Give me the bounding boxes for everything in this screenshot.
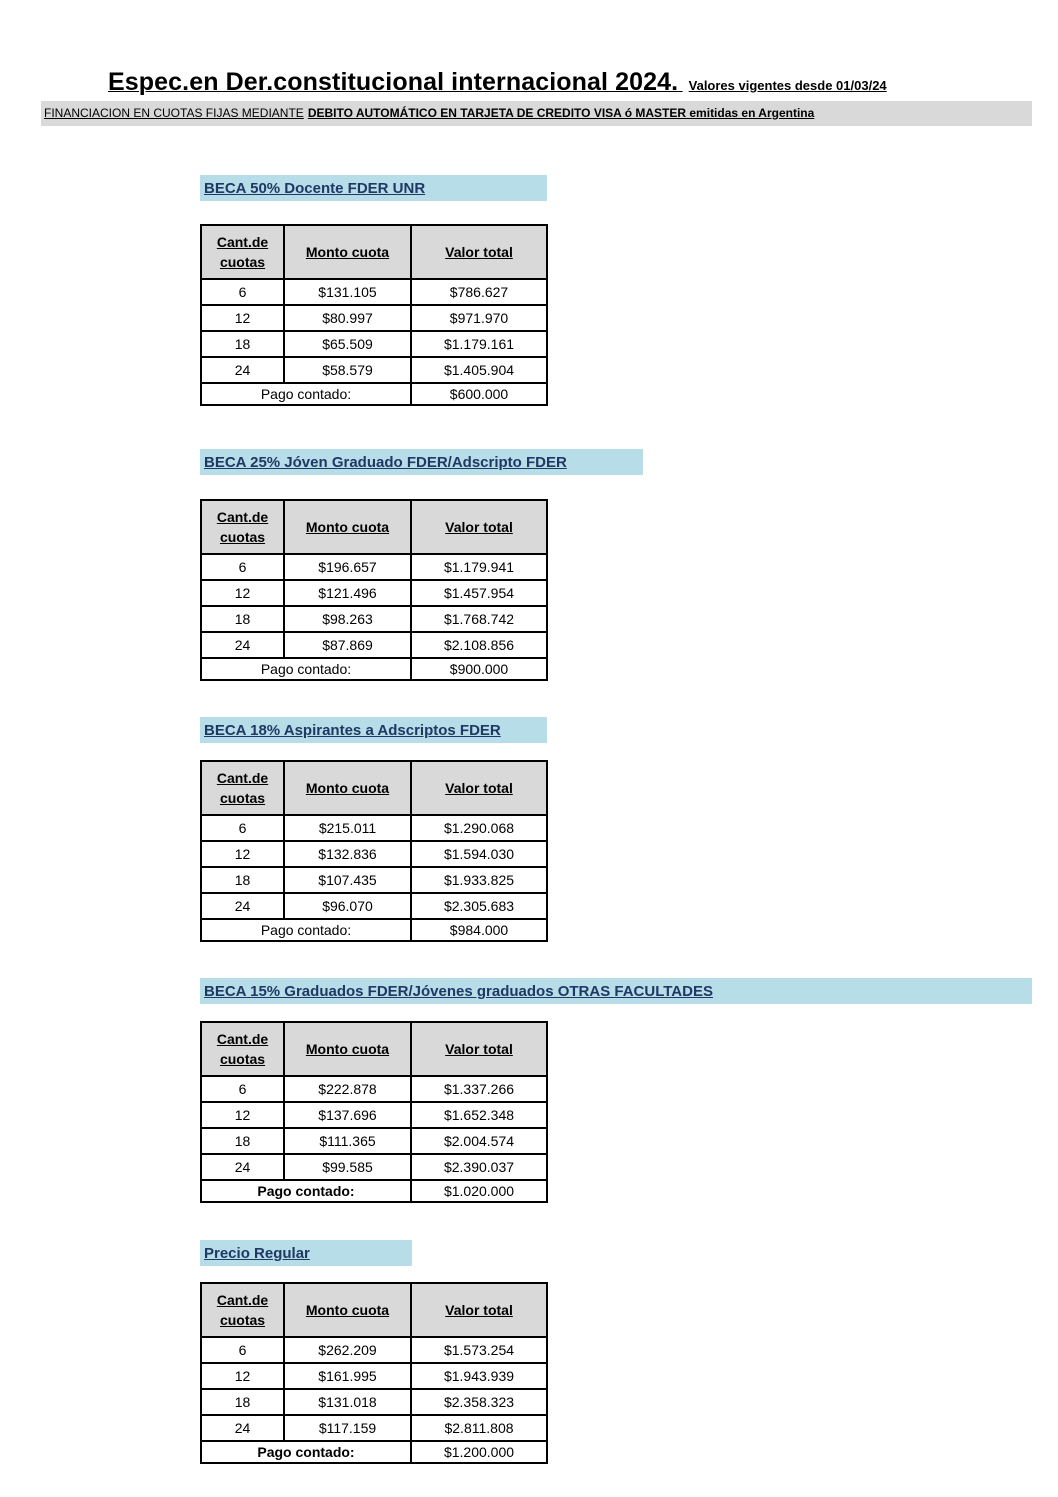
table-row — [201, 1076, 547, 1102]
contado-value: $900.000 — [411, 658, 547, 680]
section-title — [200, 978, 1032, 1004]
cell-cuotas: 18 — [201, 1128, 284, 1154]
section-title — [200, 449, 643, 475]
price-table — [200, 224, 548, 406]
price-table — [200, 499, 548, 681]
col-header-cuotas: Cant.de cuotas — [201, 1022, 284, 1076]
table-row — [201, 580, 547, 606]
cell-total: $2.004.574 — [411, 1128, 547, 1154]
cell-total: $786.627 — [411, 279, 547, 305]
cell-monto: $117.159 — [284, 1415, 411, 1441]
cell-cuotas: 12 — [201, 305, 284, 331]
contado-row — [201, 919, 547, 941]
cell-monto: $107.435 — [284, 867, 411, 893]
table-row — [201, 357, 547, 383]
col-header-cuotas: Cant.de cuotas — [201, 761, 284, 815]
col-header-total: Valor total — [411, 500, 547, 554]
table-row — [201, 1337, 547, 1363]
cell-cuotas: 6 — [201, 554, 284, 580]
table-row — [201, 331, 547, 357]
contado-label: Pago contado: — [201, 1441, 411, 1463]
col-header-monto: Monto cuota — [284, 225, 411, 279]
cell-total: $2.358.323 — [411, 1389, 547, 1415]
cell-cuotas: 18 — [201, 606, 284, 632]
cell-total: $2.108.856 — [411, 632, 547, 658]
contado-label: Pago contado: — [201, 1180, 411, 1202]
cell-monto: $65.509 — [284, 331, 411, 357]
table-row — [201, 1128, 547, 1154]
table-row — [201, 893, 547, 919]
cell-cuotas: 6 — [201, 815, 284, 841]
cell-monto: $215.011 — [284, 815, 411, 841]
cell-total: $1.933.825 — [411, 867, 547, 893]
price-table — [200, 1021, 548, 1203]
cell-cuotas: 6 — [201, 279, 284, 305]
section-title — [200, 175, 547, 201]
col-header-cuotas: Cant.de cuotas — [201, 500, 284, 554]
cell-cuotas: 24 — [201, 1415, 284, 1441]
table-row — [201, 867, 547, 893]
contado-label: Pago contado: — [201, 919, 411, 941]
section-title — [200, 1240, 412, 1266]
valid-since: Valores vigentes desde 01/03/24 — [688, 78, 887, 93]
cell-monto: $99.585 — [284, 1154, 411, 1180]
cell-total: $1.594.030 — [411, 841, 547, 867]
cell-cuotas: 12 — [201, 1363, 284, 1389]
cell-total: $1.768.742 — [411, 606, 547, 632]
table-row — [201, 1363, 547, 1389]
cell-cuotas: 6 — [201, 1076, 284, 1102]
contado-row — [201, 658, 547, 680]
cell-total: $2.811.808 — [411, 1415, 547, 1441]
cell-cuotas: 24 — [201, 357, 284, 383]
col-header-cuotas: Cant.de cuotas — [201, 225, 284, 279]
cell-cuotas: 18 — [201, 867, 284, 893]
cell-total: $1.652.348 — [411, 1102, 547, 1128]
contado-label: Pago contado: — [201, 658, 411, 680]
table-row — [201, 1415, 547, 1441]
financing-prefix: FINANCIACION EN CUOTAS FIJAS MEDIANTE — [44, 106, 304, 120]
price-table — [200, 1282, 548, 1464]
cell-cuotas: 6 — [201, 1337, 284, 1363]
cell-monto: $96.070 — [284, 893, 411, 919]
cell-total: $1.943.939 — [411, 1363, 547, 1389]
table-row — [201, 841, 547, 867]
table-row — [201, 606, 547, 632]
table-row — [201, 279, 547, 305]
section-title-text: BECA 18% Aspirantes a Adscriptos FDER — [204, 722, 501, 739]
cell-monto: $262.209 — [284, 1337, 411, 1363]
contado-label: Pago contado: — [201, 383, 411, 405]
course-title: Espec.en Der.constitucional internacional 2024. — [108, 68, 679, 96]
cell-monto: $137.696 — [284, 1102, 411, 1128]
cell-monto: $131.105 — [284, 279, 411, 305]
financing-method: DEBITO AUTOMÁTICO EN TARJETA DE CREDITO VISA ó MASTER emitidas en Argentina — [307, 106, 815, 120]
section-title-text: BECA 25% Jóven Graduado FDER/Adscripto FDER — [204, 454, 567, 471]
cell-monto: $87.869 — [284, 632, 411, 658]
cell-monto: $132.836 — [284, 841, 411, 867]
cell-monto: $98.263 — [284, 606, 411, 632]
cell-cuotas: 12 — [201, 1102, 284, 1128]
table-row — [201, 815, 547, 841]
cell-total: $1.290.068 — [411, 815, 547, 841]
cell-monto: $131.018 — [284, 1389, 411, 1415]
financing-banner — [41, 101, 1032, 126]
cell-total: $971.970 — [411, 305, 547, 331]
section-title-text: Precio Regular — [204, 1245, 310, 1262]
cell-total: $2.390.037 — [411, 1154, 547, 1180]
cell-total: $1.405.904 — [411, 357, 547, 383]
cell-cuotas: 18 — [201, 331, 284, 357]
col-header-cuotas: Cant.de cuotas — [201, 1283, 284, 1337]
cell-total: $1.457.954 — [411, 580, 547, 606]
table-row — [201, 1389, 547, 1415]
col-header-total: Valor total — [411, 1022, 547, 1076]
cell-cuotas: 12 — [201, 841, 284, 867]
section-title-text: BECA 15% Graduados FDER/Jóvenes graduados OTRAS FACULTADES — [204, 983, 713, 1000]
col-header-total: Valor total — [411, 1283, 547, 1337]
cell-monto: $58.579 — [284, 357, 411, 383]
cell-monto: $222.878 — [284, 1076, 411, 1102]
table-row — [201, 1154, 547, 1180]
section-title-text: BECA 50% Docente FDER UNR — [204, 180, 426, 197]
table-row — [201, 305, 547, 331]
col-header-monto: Monto cuota — [284, 500, 411, 554]
cell-monto: $111.365 — [284, 1128, 411, 1154]
cell-total: $1.337.266 — [411, 1076, 547, 1102]
cell-monto: $80.997 — [284, 305, 411, 331]
cell-monto: $161.995 — [284, 1363, 411, 1389]
page-title — [108, 68, 1008, 97]
col-header-total: Valor total — [411, 225, 547, 279]
table-row — [201, 554, 547, 580]
cell-cuotas: 24 — [201, 1154, 284, 1180]
cell-total: $1.179.941 — [411, 554, 547, 580]
table-row — [201, 632, 547, 658]
contado-value: $600.000 — [411, 383, 547, 405]
cell-cuotas: 24 — [201, 893, 284, 919]
cell-cuotas: 18 — [201, 1389, 284, 1415]
cell-total: $1.573.254 — [411, 1337, 547, 1363]
price-table — [200, 760, 548, 942]
cell-cuotas: 24 — [201, 632, 284, 658]
col-header-monto: Monto cuota — [284, 761, 411, 815]
section-title — [200, 717, 547, 743]
cell-cuotas: 12 — [201, 580, 284, 606]
cell-total: $1.179.161 — [411, 331, 547, 357]
col-header-monto: Monto cuota — [284, 1022, 411, 1076]
contado-row — [201, 383, 547, 405]
contado-row — [201, 1441, 547, 1463]
cell-total: $2.305.683 — [411, 893, 547, 919]
contado-value: $1.200.000 — [411, 1441, 547, 1463]
contado-value: $1.020.000 — [411, 1180, 547, 1202]
cell-monto: $196.657 — [284, 554, 411, 580]
col-header-total: Valor total — [411, 761, 547, 815]
table-row — [201, 1102, 547, 1128]
contado-row — [201, 1180, 547, 1202]
cell-monto: $121.496 — [284, 580, 411, 606]
contado-value: $984.000 — [411, 919, 547, 941]
col-header-monto: Monto cuota — [284, 1283, 411, 1337]
